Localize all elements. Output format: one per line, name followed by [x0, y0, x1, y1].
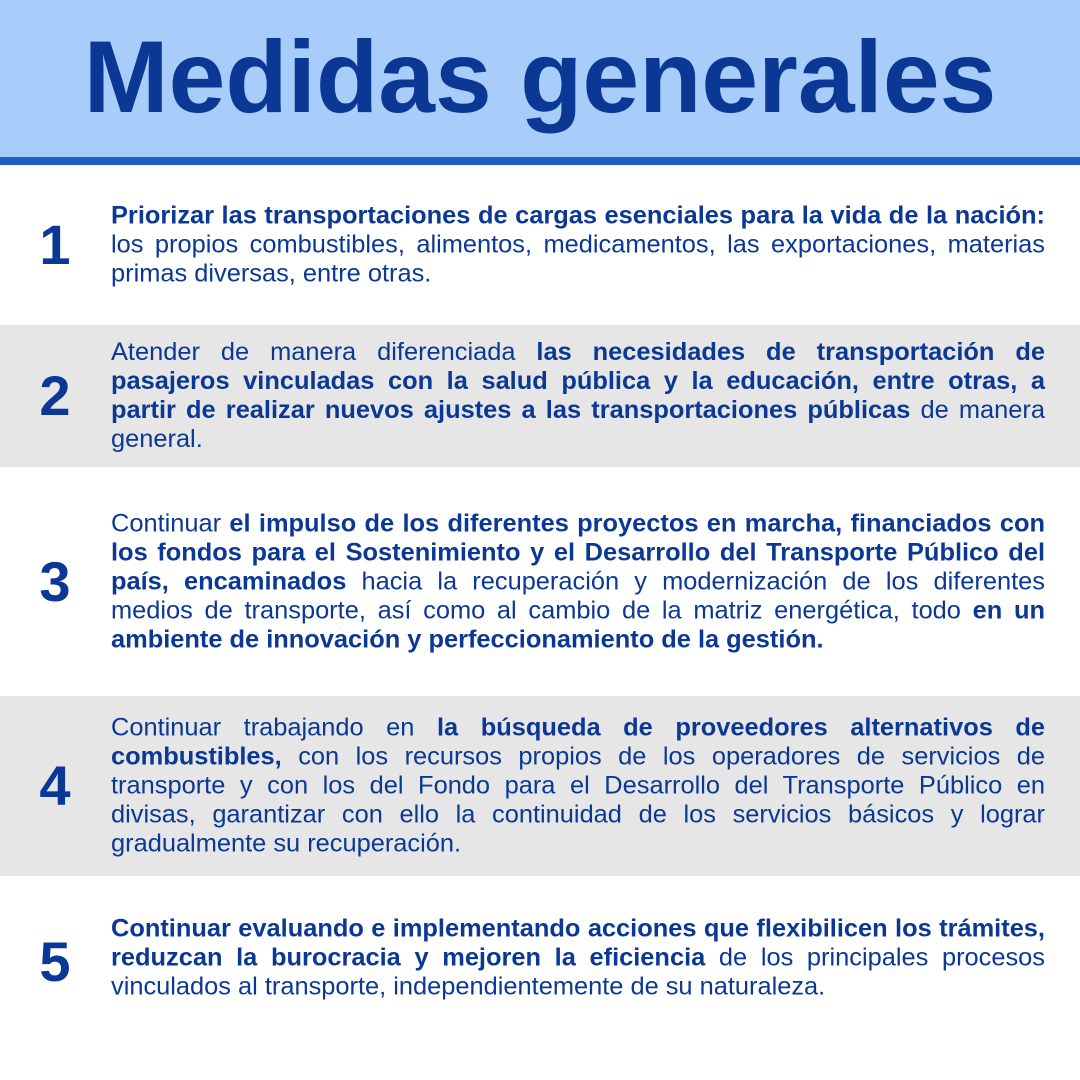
measure-text-regular: Atender de manera diferenciada [111, 338, 537, 366]
page-title: Medidas generales [83, 19, 997, 134]
measure-text [111, 202, 1045, 289]
measure-text-regular: los propios combustibles, alimentos, medicamentos, las exportaciones, materias primas diversas, entre otras. [111, 230, 1045, 288]
measure-number: 5 [39, 929, 71, 993]
header-divider [0, 157, 1080, 165]
measure-item-2 [0, 325, 1080, 467]
measure-text-bold: las necesidades de transportación de pasajeros vinculadas con la salud pública y la educación, entre otras, a partir de realizar nuevos ajustes a las transportaciones públicas [111, 338, 1045, 424]
measure-text-regular: con los recursos propios de los operadores de servicios de transporte y con los del Fondo para el Desarrollo del Transporte Público en divisas, garantizar con ello la continuidad de los servicios básicos y lograr gradualmente su recuperación. [111, 742, 1045, 858]
measure-text-regular: Continuar trabajando en [111, 713, 437, 742]
measure-text [111, 914, 1045, 1001]
measure-number: 3 [39, 549, 71, 613]
header-banner [0, 0, 1080, 157]
measure-text-regular: hacia la recuperación y modernización de los diferentes medios de transporte, así como al cambio de la matriz energética, todo [111, 567, 1045, 624]
measure-text [111, 714, 1045, 859]
measure-text-regular: Continuar [111, 509, 230, 537]
measure-text-bold: el impulso de los diferentes proyectos en marcha, financiados con los fondos para el Sostenimiento y el Desarrollo del Transporte Público del país, encaminados [111, 509, 1045, 595]
measure-text-bold: en un ambiente de innovación y perfeccionamiento de la gestión. [111, 596, 1045, 653]
measure-number: 1 [39, 213, 71, 276]
measure-number: 2 [39, 364, 71, 427]
measure-number: 4 [39, 754, 71, 817]
measure-text [111, 338, 1045, 454]
measure-item-3 [0, 467, 1080, 696]
measure-text-regular: de manera general. [111, 396, 1045, 453]
measure-text-bold: Priorizar las transportaciones de cargas esenciales para la vida de la nación: [111, 201, 1045, 230]
measure-item-1 [0, 165, 1080, 325]
measure-text-bold: Continuar evaluando e implementando acciones que flexibilicen los trámites, reduzcan la burocracia y mejoren la eficiencia [111, 914, 1045, 972]
measure-text [111, 509, 1045, 654]
measure-text-bold: la búsqueda de proveedores alternativos de combustibles, [111, 713, 1045, 771]
measure-text-regular: de los principales procesos vinculados al transporte, independientemente de su naturaleza. [111, 943, 1045, 1001]
measure-item-5 [0, 876, 1080, 1080]
measure-item-4 [0, 696, 1080, 876]
